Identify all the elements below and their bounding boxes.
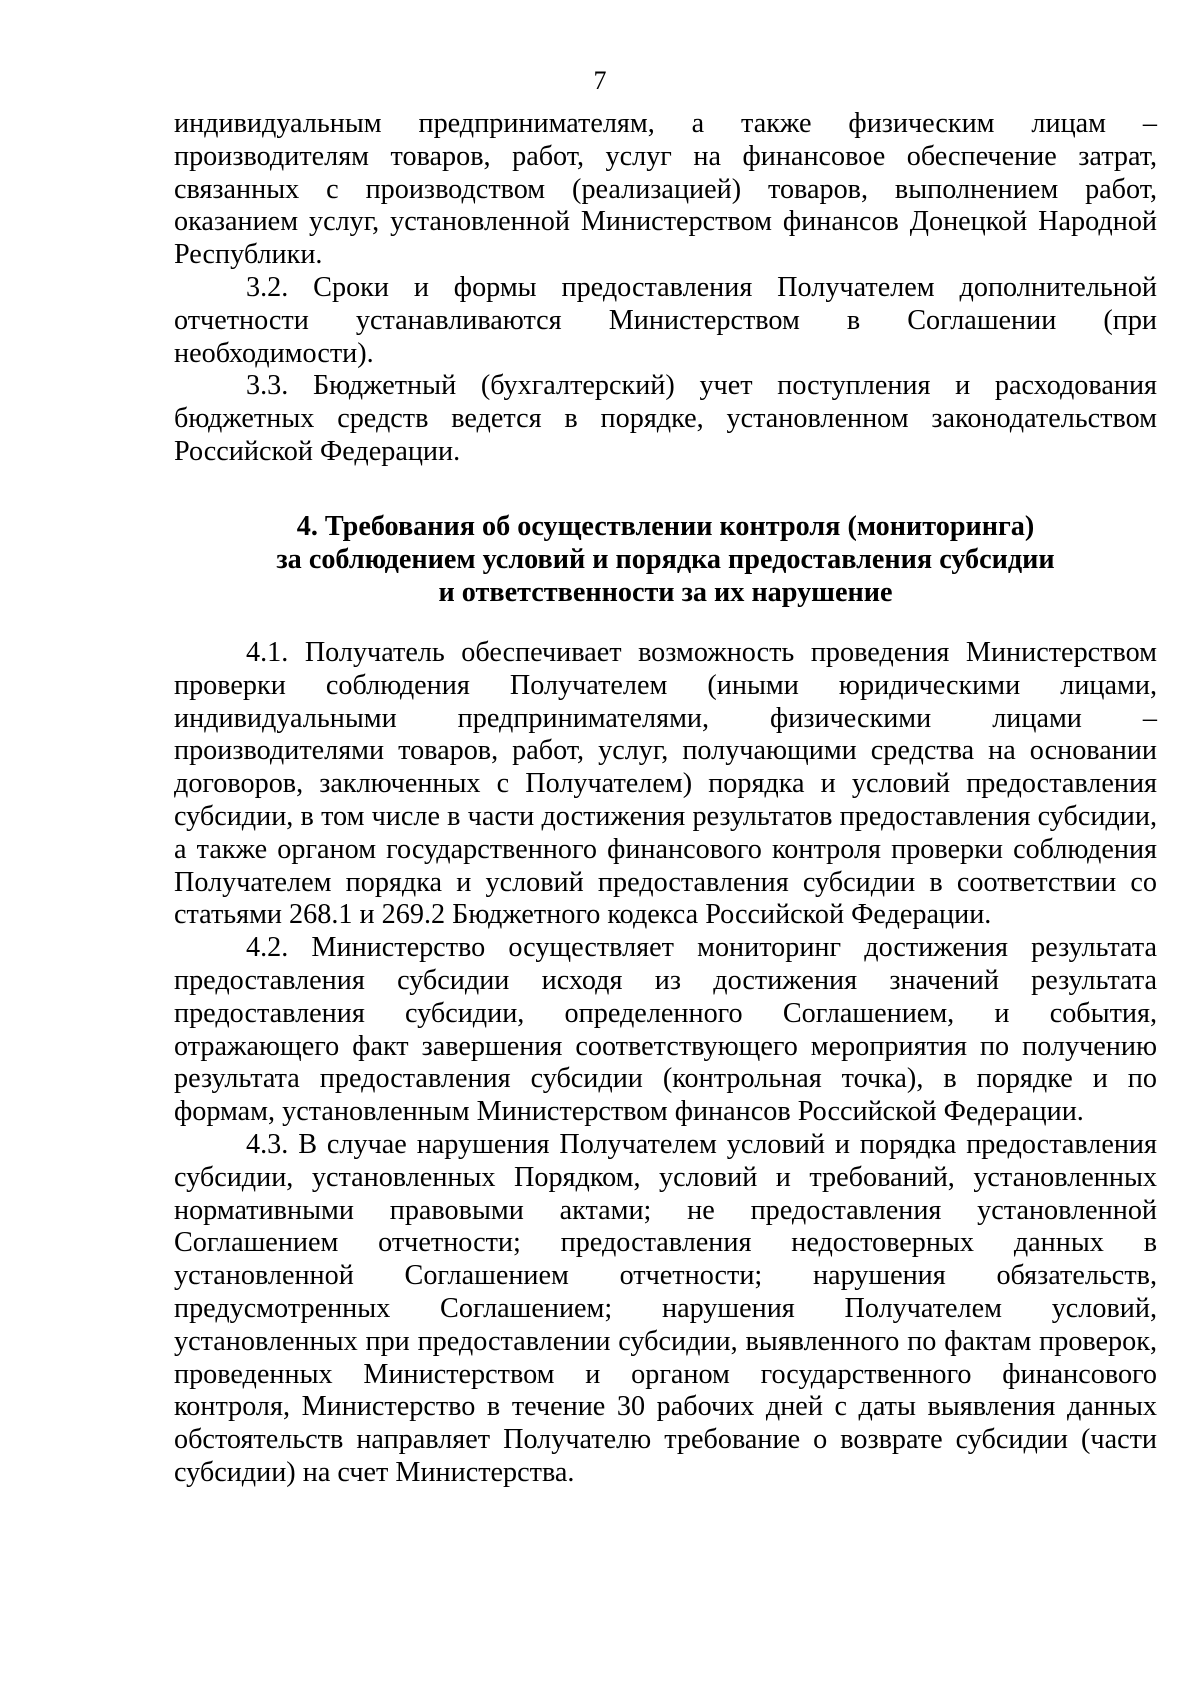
paragraph-3-3: 3.3. Бюджетный (бухгалтерский) учет поступления и расходования бюджетных средств ведется в порядке, установленном законодательством Российской Федерации. (174, 370, 1157, 467)
section-heading (174, 511, 1157, 609)
page-number: 7 (593, 66, 607, 95)
section-heading-line-3: и ответственности за их нарушение (438, 576, 893, 608)
paragraph-4-1: 4.1. Получатель обеспечивает возможность проведения Министерством проверки соблюдения Получателем (иными юридическими лицами, индивидуальными предпринимателями, физическими лицами – производителями товаров, работ, услуг, получающими средства на основании договоров, заключенных с Получателем) порядка и условий предоставления субсидии, в том числе в части достижения результатов предоставления субсидии, а также органом государственного финансового контроля проверки соблюдения Получателем порядка и условий предоставления субсидии в соответствии со статьями 268.1 и 269.2 Бюджетного кодекса Российской Федерации. (174, 637, 1157, 931)
body-text-top (174, 108, 1157, 469)
paragraph-4-3: 4.3. В случае нарушения Получателем условий и порядка предоставления субсидии, установленных Порядком, условий и требований, установленных нормативными правовыми актами; не предоставления установленной Соглашением отчетности; предоставления недостоверных данных в установленной Соглашением отчетности; нарушения обязательств, предусмотренных Соглашением; нарушения Получателем условий, установленных при предоставлении субсидии, выявленного по фактам проверок, проведенных Министерством и органом государственного финансового контроля, Министерство в течение 30 рабочих дней с даты выявления данных обстоятельств направляет Получателю требование о возврате субсидии (части субсидии) на счет Министерства. (174, 1128, 1157, 1488)
paragraph-4-2: 4.2. Министерство осуществляет мониторинг достижения результата предоставления субсидии исходя из достижения значений результата предоставления субсидии, определенного Соглашением, и события, отражающего факт завершения соответствующего мероприятия по получению результата предоставления субсидии (контрольная точка), в порядке и по формам, установленным Министерством финансов Российской Федерации. (174, 932, 1157, 1128)
paragraph-3-2: 3.2. Сроки и формы предоставления Получателем дополнительной отчетности устанавливаются Министерством в Соглашении (при необходимости). (174, 271, 1157, 369)
section-heading-line-1: 4. Требования об осуществлении контроля (мониторинга) (296, 511, 1035, 542)
section-heading-line-2: за соблюдением условий и порядка предоставления субсидии (276, 543, 1055, 575)
body-text-section-4 (174, 637, 1157, 1490)
paragraph-continuation: индивидуальным предпринимателям, а также физическим лицам – производителям товаров, работ, услуг на финансовое обеспечение затрат, связанных с производством (реализацией) товаров, выполнением работ, оказанием услуг, установленной Министерством финансов Донецкой Народной Республики. (174, 108, 1157, 271)
